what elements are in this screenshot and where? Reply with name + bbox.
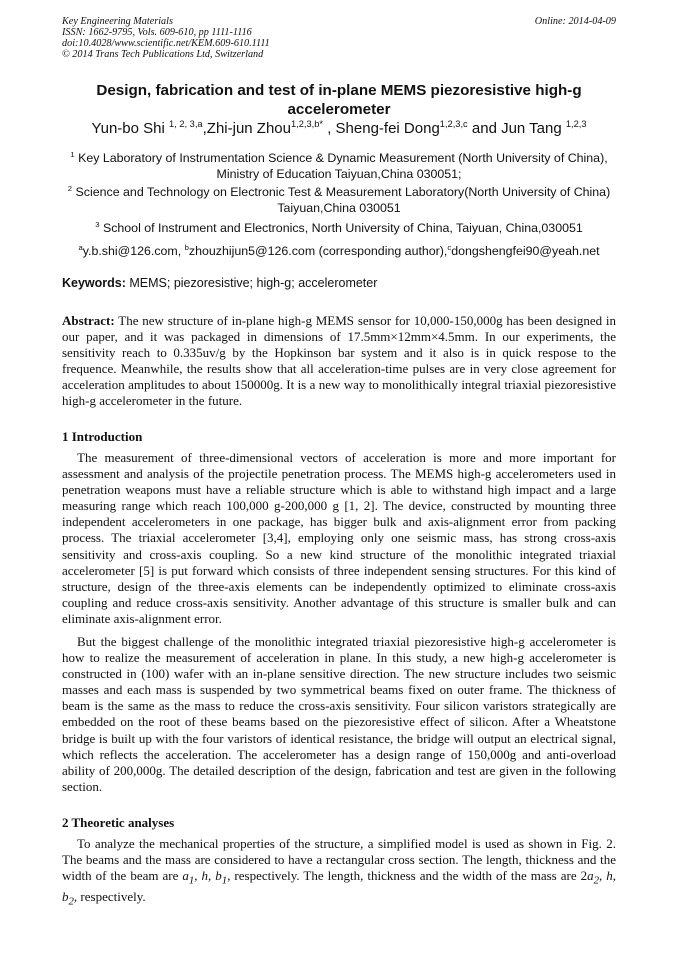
separator: , [194, 868, 202, 884]
symbol-h: h [606, 868, 613, 884]
symbol-b2: b [62, 888, 69, 904]
author-name: ,Zhi-jun Zhou [202, 120, 291, 137]
theory-text: , respectively. The length, thickness and the width of the mass are 2 [227, 868, 588, 884]
journal-header [62, 16, 270, 60]
symbol-h: h [201, 868, 209, 884]
symbol-b1: b [215, 868, 222, 884]
affiliation-number: 2 [67, 183, 73, 193]
email-marker: a [78, 242, 83, 252]
affiliation-text: Taiyuan,China 030051 [277, 201, 401, 215]
abstract-text: The new structure of in-plane high-g MEMS sensor for 10,000-150,000g has been designed in our paper, and it was packaged in dimensions of 17.5mm×12mm×4.5mm. In our experiments, the sensitivity reach to 0.335uv/g by the Hopkinson bar system and it also is in quick respose to the frequence. Meanwhile, the results show that all acceleration-time pulses are in very close agreement for acceleration amplitudes to about 150000g. It is a new way to monolithically integral triaxial piezoresistive high-g accelerometer in the future. [62, 313, 616, 409]
issn-line: ISSN: 1662-9795, Vols. 609-610, pp 1111-1116 [62, 27, 252, 38]
affiliation-number: 1 [70, 149, 75, 159]
separator: , [208, 868, 216, 884]
keywords-label: Keywords: [62, 276, 126, 290]
journal-name: Key Engineering Materials [62, 16, 173, 27]
online-date: Online: 2014-04-09 [534, 16, 616, 27]
theory-text: To analyze the mechanical properties of the structure, a simplified model is used as shown in Fig. 2. The beams and the mass are considered to have a rectangular cross section. The length, thickness and the width of the beam are [62, 836, 616, 884]
affiliation-2 [62, 184, 616, 216]
subscript: 2 [593, 874, 600, 887]
author-affiliation-sup: 1,2,3,c [439, 119, 468, 129]
affiliation-text: School of Instrument and Electronics, North University of China, Taiyuan, China,030051 [99, 221, 583, 235]
subscript: 1 [221, 874, 228, 887]
keywords-text: MEMS; piezoresistive; high-g; accelerometer [125, 276, 378, 290]
author-affiliation-sup: 1,2,3 [565, 119, 587, 129]
affiliation-3 [62, 220, 616, 236]
email-b: zhouzhijun5@126.com (corresponding author), [188, 244, 448, 258]
intro-paragraph-2: But the biggest challenge of the monolithic integrated triaxial piezoresistive high-g accelerometer is how to realize the measurement of acceleration in plane. In this study, a new high-g accelerometer is constructed in (100) wafer with an in-plane sensitive direction. The new structure includes two seismic masses and each mass is suspended by two symmetrical beams fixed on outer frame. The thickness of beam is the same as the mass to reduce the cross-axis sensitivity. Four silicon varistors strategically are embedded on the root of these beams based on the piezoresistive effect of silicon. After a Wheatstone bridge is built up with the four varistors of identical resistance, the bridge will output an electrical signal, which reflects the acceleration. The accelerometer has a design range of 150,000g and anti-overload ability of 200,000g. The detailed description of the design, fabrication and test are given in the following section. [62, 634, 616, 794]
abstract-label: Abstract: [62, 313, 115, 328]
copyright-line: © 2014 Trans Tech Publications Ltd, Switzerland [62, 49, 264, 60]
separator: , [599, 868, 607, 884]
section-heading-introduction: 1 Introduction [62, 429, 143, 444]
affiliation-text: Key Laboratory of Instrumentation Science & Dynamic Measurement (North University of China), [74, 151, 608, 165]
theory-paragraph-1 [62, 836, 616, 910]
section-heading-theoretic-analyses: 2 Theoretic analyses [62, 815, 175, 830]
subscript: 2 [68, 895, 74, 908]
symbol-a2: a [587, 868, 594, 884]
symbol-a1: a [182, 868, 189, 884]
theory-text: , respectively. [73, 888, 146, 904]
affiliation-1 [62, 150, 616, 182]
intro-paragraph-1: The measurement of three-dimensional vectors of acceleration is more and more important for assessment and analysis of the projectile penetration process. The MEMS high-g accelerometers used in penetration weapons must have a reliable structure which is able to withstand high impact and a large measuring range which reach 100,000 g-200,000 g [1, 2]. The device, constructed by mounting three independent accelerometers in one package, has bigger bulk and axis-alignment error from packing process. The triaxial accelerometer [3,4], employing only one seismic mass, has strong cross-axis sensitivity and cross-axis coupling. So a new kind structure of the monolithic integrated triaxial accelerometer [5] is put forward which consists of three independent sensing structures. For this kind of structure, design of the three-axis elements can be independently optimized to eliminate cross-axis coupling and reduce cross-axis sensitivity. Another advantage of this structure is smaller bulk and can eliminate axis-alignment error. [62, 450, 616, 626]
affiliation-text: Ministry of Education Taiyuan,China 030051; [216, 167, 462, 181]
email-marker: b [184, 242, 189, 252]
doi-line: doi:10.4028/www.scientific.net/KEM.609-610.1111 [62, 38, 270, 49]
author-name: and Jun Tang [467, 120, 566, 137]
email-a: y.b.shi@126.com, [82, 244, 185, 258]
author-list [62, 120, 616, 137]
subscript: 1 [188, 874, 195, 887]
email-c: dongshengfei90@yeah.net [451, 244, 600, 258]
email-marker: c [447, 242, 452, 252]
author-name: Yun-bo Shi [91, 120, 169, 137]
author-affiliation-sup: 1,2,3,b* [290, 119, 324, 129]
author-name: , Sheng-fei Dong [323, 120, 440, 137]
affiliation-number: 3 [95, 219, 100, 229]
separator: , [612, 868, 617, 884]
keywords [62, 276, 377, 290]
paper-title: Design, fabrication and test of in-plane MEMS piezoresistive high-g accelerometer [96, 82, 582, 118]
abstract [62, 313, 616, 410]
author-affiliation-sup: 1, 2, 3,a [169, 119, 203, 129]
affiliation-text: Science and Technology on Electronic Test & Measurement Laboratory(North University of China) [72, 185, 611, 199]
email-line [62, 243, 616, 259]
